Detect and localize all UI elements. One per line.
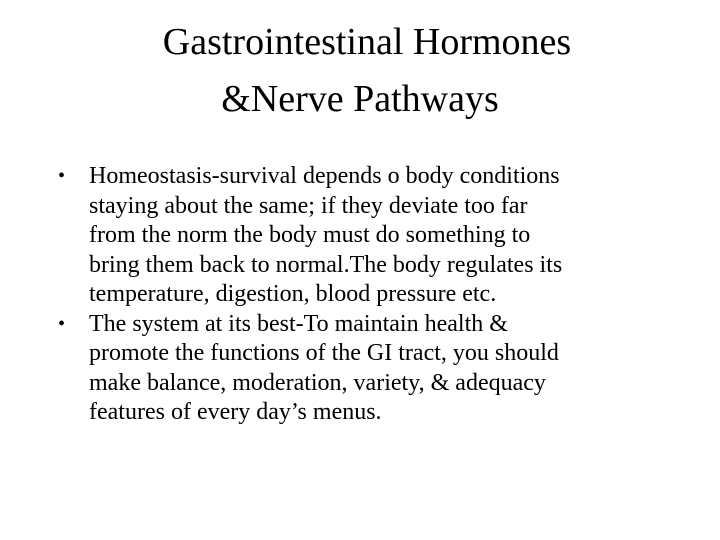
bullet-icon: • (58, 312, 66, 335)
bullet-2-line-2: promote the functions of the GI tract, you should (89, 340, 559, 366)
bullet-item-homeostasis (58, 162, 698, 310)
bullet-1-line-4: bring them back to normal.The body regulates its (89, 251, 563, 278)
slide-title (0, 14, 720, 128)
bullet-list (58, 162, 698, 428)
title-line-2: &Nerve Pathways (221, 78, 499, 120)
bullet-1-line-2: staying about the same; if they deviate too far (89, 192, 528, 219)
bullet-icon: • (58, 165, 66, 187)
bullet-2-line-1: The system at its best-To maintain health & (89, 310, 508, 337)
bullet-2-line-3: make balance, moderation, variety, & adequacy (89, 369, 546, 396)
title-line-1: Gastrointestinal Hormones (162, 21, 572, 63)
bullet-1-line-5: temperature, digestion, blood pressure etc. (89, 281, 497, 307)
bullet-1-line-3: from the norm the body must do something to (89, 222, 531, 248)
bullet-item-system-at-best (58, 310, 698, 428)
bullet-2-line-4: features of every day’s menus. (89, 399, 382, 425)
bullet-1-line-1: Homeostasis-survival depends o body conditions (89, 163, 560, 189)
